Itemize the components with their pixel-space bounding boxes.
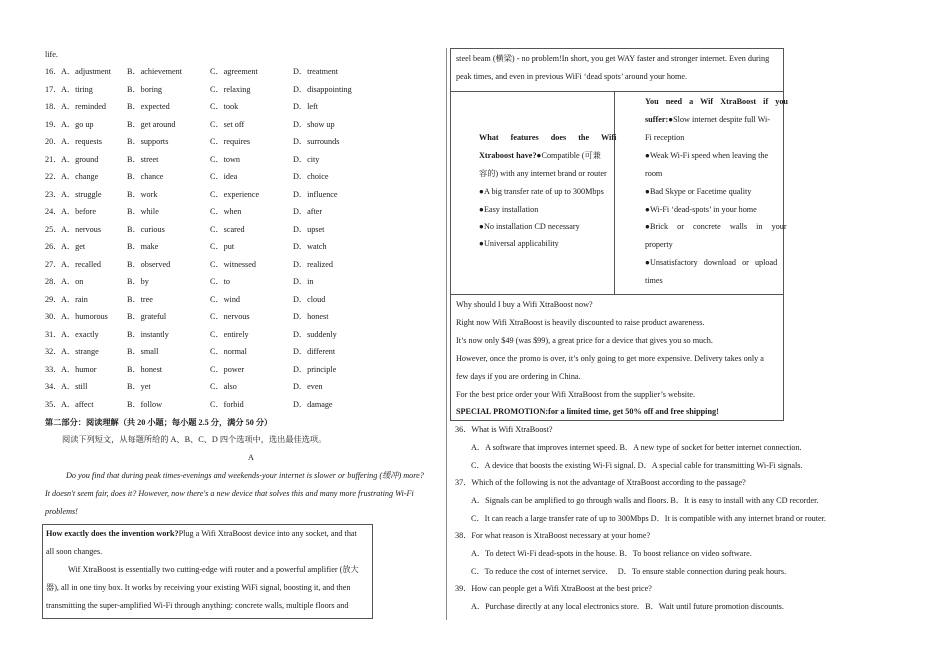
option-b: B．expected [127, 102, 170, 111]
question-number: 21． [45, 154, 62, 164]
option-b: B．boring [127, 84, 163, 94]
option-c: C．scared [210, 224, 245, 234]
option-c: C．set off [210, 119, 245, 129]
option-c: C．agreement [210, 67, 258, 76]
question-number: 19． [45, 119, 62, 129]
option-a: A．reminded [61, 102, 107, 111]
question-39-stem: 39．How can people get a Wifi XtraBoost at the best price? [455, 584, 652, 593]
suffer-line: Fi reception [645, 133, 685, 142]
option-a: A．requests [61, 137, 102, 146]
question-number: 34． [45, 382, 62, 391]
option-d: D．watch [293, 242, 327, 251]
feature-bullet: ●Universal applicability [479, 239, 559, 248]
column-divider [446, 48, 447, 620]
option-b: B．follow [127, 399, 163, 409]
option-b: B．small [127, 347, 159, 356]
why-line: Right now Wifi XtraBoost is heavily discounted to raise product awareness. [456, 318, 705, 327]
question-number: 29． [45, 294, 62, 304]
question-number: 35． [45, 399, 62, 409]
option-b: B．honest [127, 364, 163, 374]
option-d: D．in [293, 277, 314, 286]
question-38-options-1: A．To detect Wi-Fi dead-spots in the house. B．To boost reliance on video software. [471, 549, 752, 558]
option-b: B．instantly [127, 329, 169, 339]
option-a: A．get [61, 242, 86, 251]
option-c: C．entirely [210, 329, 249, 339]
option-b: B．curious [127, 224, 165, 234]
option-b: B．street [127, 154, 159, 164]
question-number: 18． [45, 102, 62, 111]
option-a: A．tiring [61, 84, 93, 94]
option-a: A．change [61, 172, 99, 181]
option-a: A．strange [61, 347, 99, 356]
why-line: However, once the promo is over, it’s only going to get more expensive. Delivery takes only a [456, 354, 764, 363]
passage-fragment: life. [45, 50, 58, 59]
features-first-bullet: ●Compatible (可兼 [536, 151, 601, 160]
passage-intro-line-1: Do you find that during peak times-evenings and weekends-your internet is slower or buffering (缓冲) more? [66, 471, 424, 480]
option-c: C．to [210, 277, 231, 286]
option-a: A．nervous [61, 224, 102, 234]
features-heading-line-1 [479, 133, 617, 143]
suffer-line: ●Brick or concrete walls in your [645, 222, 787, 231]
question-number: 16． [45, 67, 62, 76]
option-b: B．while [127, 207, 159, 216]
question-38-options-2: C．To reduce the cost of internet service. D．To ensure stable connection during peak hours. [471, 567, 787, 576]
why-line: For the best price order your Wifi XtraBoost from the supplier’s website. [456, 390, 696, 399]
option-a: A．humorous [61, 312, 108, 321]
option-a: A．exactly [61, 329, 99, 339]
option-d: D．show up [293, 119, 335, 129]
option-c: C．power [210, 364, 245, 374]
question-37-options-1: A．Signals can be amplified to go through walls and floors. B．It is easy to install with any CD recorder. [471, 496, 819, 505]
option-a: A．adjustment [61, 67, 112, 76]
passage-label: A [248, 453, 254, 462]
option-c: C．normal [210, 347, 247, 356]
question-number: 20． [45, 137, 62, 146]
question-number: 23． [45, 189, 62, 199]
suffer-heading-bold: suffer: [645, 115, 669, 124]
option-d: D．cloud [293, 294, 326, 304]
option-d: D．influence [293, 189, 338, 199]
question-number: 22． [45, 172, 62, 181]
why-line: few days if you are ordering in China. [456, 372, 581, 381]
question-number: 30． [45, 312, 62, 321]
question-number: 25． [45, 224, 62, 234]
invention-answer: Plug a Wifi XtraBoost device into any socket, and that [178, 529, 357, 538]
suffer-line: ●Unsatisfactory download or upload [645, 258, 778, 267]
why-line: Why should I buy a Wifi XtraBoost now? [456, 300, 593, 309]
passage-intro-line-2: It doesn't seem fair, does it? However, now there's a new device that solves this and many more frustrating Wi-Fi [45, 489, 414, 498]
option-c: C．experience [210, 189, 260, 199]
option-a: A．recalled [61, 259, 102, 269]
option-b: B．tree [127, 294, 153, 304]
option-b: B．supports [127, 137, 169, 146]
invention-box [42, 524, 373, 619]
option-b: B．work [127, 189, 158, 199]
question-number: 27． [45, 259, 62, 269]
option-b: B．chance [127, 172, 164, 181]
option-d: D．realized [293, 259, 334, 269]
option-b: B．yet [127, 382, 151, 391]
option-b: B．get around [127, 119, 176, 129]
option-c: C．took [210, 102, 239, 111]
advert-top-line-2: peak times, and even in previous WiFi ‘dead spots’ around your home. [456, 72, 688, 81]
option-d: D．upset [293, 224, 325, 234]
passage-intro-line-3: problems! [45, 507, 78, 516]
option-c: C．put [210, 242, 235, 251]
features-heading-bold: Xtraboost have? [479, 151, 537, 160]
option-d: D．principle [293, 364, 337, 374]
feature-bullet: ●A big transfer rate of up to 300Mbps [479, 187, 604, 196]
question-number: 17． [45, 84, 62, 94]
option-d: D．treatment [293, 67, 339, 76]
suffer-heading-line-1: You need a Wif XtraBoost if you [645, 97, 788, 106]
option-c: C．town [210, 154, 241, 164]
invention-box-line-2: all soon changes. [46, 547, 103, 556]
option-c: C．wind [210, 294, 241, 304]
feature-bullet: ●No installation CD necessary [479, 222, 580, 231]
invention-box-line-3: Wif XtraBoost is essentially two cutting-edge wifi router and a powerful amplifier (放大 [68, 565, 359, 574]
option-d: D．different [293, 347, 336, 356]
question-36-options-1: A．A software that improves internet speed. B．A new type of socket for better internet connection. [471, 443, 802, 452]
option-a: A．ground [61, 154, 99, 164]
question-38-stem: 38．For what reason is XtraBoost necessary at your home? [455, 531, 651, 540]
option-b: B．observed [127, 259, 171, 269]
advert-top-line-1: steel beam (横梁) - no problem!In short, you get WAY faster and stronger internet. Even during [456, 54, 770, 63]
suffer-line: times [645, 276, 663, 285]
option-b: B．achievement [127, 67, 183, 76]
option-a: A．still [61, 382, 88, 391]
option-d: D．city [293, 154, 320, 164]
invention-box-line-5: transmitting the super-amplified Wi-Fi through anything: concrete walls, multiple floors and [46, 601, 349, 610]
advert-box [450, 48, 788, 421]
question-number: 33． [45, 364, 62, 374]
suffer-first-bullet: ●Slow internet despite full Wi- [668, 115, 770, 124]
option-a: A．on [61, 277, 84, 286]
option-a: A．humor [61, 364, 97, 374]
invention-box-line-4: 器), all in one tiny box. It works by receiving your existing WiFi signal, boosting it, and then [46, 583, 351, 592]
option-a: A．struggle [61, 189, 102, 199]
suffer-line: ●Bad Skype or Facetime quality [645, 187, 752, 196]
suffer-line: property [645, 240, 673, 249]
question-37-options-2: C．It can reach a large transfer rate of up to 300Mbps D．It is compatible with any internet brand or router. [471, 514, 826, 523]
option-b: B．grateful [127, 312, 167, 321]
features-heading-line-2 [479, 151, 601, 161]
option-b: B．by [127, 277, 149, 286]
suffer-line: room [645, 169, 663, 178]
question-36-options-2: C．A device that boosts the existing Wi-Fi signal. D．A special cable for transmitting Wi-Fi signals. [471, 461, 803, 470]
option-d: D．suddenly [293, 329, 337, 339]
cell-divider [614, 91, 615, 294]
option-a: A．before [61, 207, 97, 216]
features-line-3: 容的) with any internet brand or router [479, 169, 607, 178]
option-d: D．disappointing [293, 84, 352, 94]
invention-box-line-1 [46, 529, 357, 539]
option-d: D．choice [293, 172, 329, 181]
option-c: C．forbid [210, 399, 244, 409]
question-37-stem: 37．Which of the following is not the advantage of XtraBoost according to the passage? [455, 478, 746, 487]
option-d: D．honest [293, 312, 329, 321]
suffer-heading-line-2 [645, 115, 770, 125]
option-d: D．damage [293, 399, 333, 409]
option-d: D．surrounds [293, 137, 340, 146]
option-c: C．nervous [210, 312, 250, 321]
question-number: 28． [45, 277, 62, 286]
option-c: C．idea [210, 172, 238, 181]
section-title: 第二部分：阅读理解（共 20 小题；每小题 2.5 分，满分 50 分） [45, 418, 273, 427]
option-c: C．requires [210, 137, 251, 146]
features-heading: What features does the Wifi [479, 133, 617, 142]
divider [451, 91, 783, 92]
question-number: 26． [45, 242, 62, 251]
option-b: B．make [127, 242, 159, 251]
option-d: D．after [293, 207, 323, 216]
option-a: A．affect [61, 399, 94, 409]
option-d: D．even [293, 382, 323, 391]
why-line: It’s now only $49 (was $99), a great price for a device that gives you so much. [456, 336, 713, 345]
invention-question: How exactly does the invention work? [46, 529, 179, 538]
option-c: C．relaxing [210, 84, 251, 94]
option-a: A．rain [61, 294, 88, 304]
option-c: C．witnessed [210, 259, 256, 269]
option-c: C．when [210, 207, 242, 216]
suffer-line: ●Wi-Fi ‘dead-spots’ in your home [645, 205, 757, 214]
option-c: C．also [210, 382, 237, 391]
divider [451, 294, 783, 295]
question-39-options-1: A．Purchase directly at any local electronics store. B．Wait until future promotion discounts. [471, 602, 784, 611]
question-number: 32． [45, 347, 62, 356]
question-36-stem: 36．What is Wifi XtraBoost? [455, 425, 553, 434]
question-number: 31． [45, 329, 62, 339]
suffer-line: ●Weak Wi-Fi speed when leaving the [645, 151, 769, 160]
section-instruction: 阅读下列短文，从每题所给的 A、B、C、D 四个选项中，选出最佳选项。 [62, 435, 327, 444]
special-promotion: SPECIAL PROMOTION:for a limited time, get 50% off and free shipping! [456, 407, 719, 416]
feature-bullet: ●Easy installation [479, 205, 539, 214]
option-d: D．left [293, 102, 319, 111]
option-a: A．go up [61, 119, 94, 129]
question-number: 24． [45, 207, 62, 216]
